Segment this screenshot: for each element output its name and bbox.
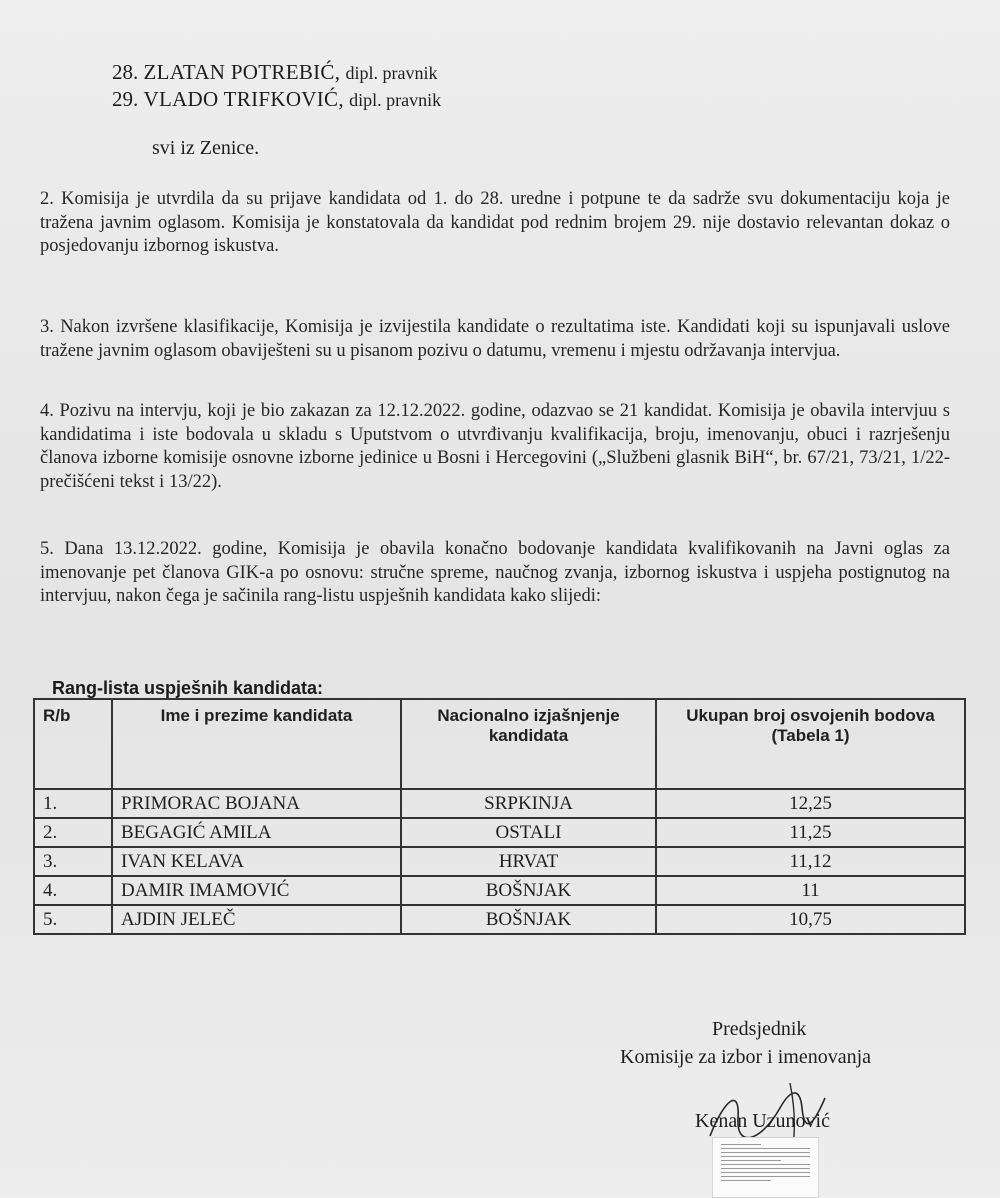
item-number: 28. bbox=[112, 60, 139, 84]
item-name: ZLATAN POTREBIĆ, bbox=[143, 60, 341, 84]
paragraph-3: 3. Nakon izvršene klasifikacije, Komisija je izvijestila kandidate o rezultatima iste. Kandidati koji su ispunjavali uslove tražene javnim oglasom obaviješteni su u pisanom pozivu o datumu, vremenu i mjestu održavanja intervjua. bbox=[40, 317, 950, 361]
cell-rb: 2. bbox=[34, 818, 112, 847]
from-city: svi iz Zenice. bbox=[152, 137, 260, 159]
cell-nationality: SRPKINJA bbox=[401, 789, 656, 818]
cell-rb: 1. bbox=[34, 789, 112, 818]
document-thumbnail bbox=[712, 1137, 819, 1198]
cell-name: PRIMORAC BOJANA bbox=[112, 789, 401, 818]
cell-points: 11,12 bbox=[656, 847, 965, 876]
cell-name: IVAN KELAVA bbox=[112, 847, 401, 876]
item-number: 29. bbox=[112, 87, 139, 111]
cell-nationality: OSTALI bbox=[401, 818, 656, 847]
header-name: Ime i prezime kandidata bbox=[112, 699, 401, 789]
cell-rb: 5. bbox=[34, 905, 112, 934]
ranking-table bbox=[33, 698, 966, 935]
item-title: dipl. pravnik bbox=[345, 63, 438, 83]
header-nationality: Nacionalno izjašnjenje kandidata bbox=[401, 699, 656, 789]
cell-nationality: HRVAT bbox=[401, 847, 656, 876]
cell-points: 10,75 bbox=[656, 905, 965, 934]
table-row bbox=[34, 847, 965, 876]
item-title: dipl. pravnik bbox=[349, 90, 442, 110]
cell-name: DAMIR IMAMOVIĆ bbox=[112, 876, 401, 905]
cell-nationality: BOŠNJAK bbox=[401, 905, 656, 934]
cell-points: 12,25 bbox=[656, 789, 965, 818]
paragraph-2: 2. Komisija je utvrdila da su prijave kandidata od 1. do 28. uredne i potpune te da sadrže svu dokumentaciju koja je tražena javnim oglasom. Komisija je konstatovala da kandidat pod rednim brojem 29. nije dostavio relevantan dokaz o posjedovanju izbornog iskustva. bbox=[40, 189, 950, 256]
cell-rb: 4. bbox=[34, 876, 112, 905]
table-row bbox=[34, 876, 965, 905]
table-row bbox=[34, 789, 965, 818]
table-row bbox=[34, 818, 965, 847]
list-item-29 bbox=[112, 87, 441, 112]
cell-name: BEGAGIĆ AMILA bbox=[112, 818, 401, 847]
cell-rb: 3. bbox=[34, 847, 112, 876]
list-item-28 bbox=[112, 60, 438, 85]
item-name: VLADO TRIFKOVIĆ, bbox=[143, 87, 344, 111]
cell-points: 11 bbox=[656, 876, 965, 905]
table-row bbox=[34, 905, 965, 934]
table-caption: Rang-lista uspješnih kandidata: bbox=[52, 678, 324, 698]
signatory-name: Kenan Uzunović bbox=[695, 1110, 830, 1132]
cell-name: AJDIN JELEČ bbox=[112, 905, 401, 934]
header-rb: R/b bbox=[34, 699, 112, 789]
paragraph-5: 5. Dana 13.12.2022. godine, Komisija je obavila konačno bodovanje kandidata kvalifikovanih na Javni oglas za imenovanje pet članova GIK-a po osnovu: stručne spreme, naučnog zvanja, izbornog iskustva i uspjeha postignutog na intervjuu, nakon čega je sačinila rang-listu uspješnih kandidata kako slijedi: bbox=[40, 539, 950, 606]
cell-nationality: BOŠNJAK bbox=[401, 876, 656, 905]
signature-title: Predsjednik bbox=[712, 1018, 807, 1040]
signature-committee: Komisije za izbor i imenovanja bbox=[620, 1046, 872, 1068]
cell-points: 11,25 bbox=[656, 818, 965, 847]
paragraph-4: 4. Pozivu na intervju, koji je bio zakazan za 12.12.2022. godine, odazvao se 21 kandidat. Komisija je obavila intervjuu s kandidatima i iste bodovala u skladu s Uputstvom o utvrđivanju kvalifikacija, broju, imenovanju, obuci i razrješenju članova izborne komisije osnovne izborne jedinice u Bosni i Hercegovini („Službeni glasnik BiH“, br. 67/21, 73/21, 1/22-prečišćeni tekst i 13/22). bbox=[40, 401, 950, 492]
table-header-row bbox=[34, 699, 965, 789]
header-points: Ukupan broj osvojenih bodova (Tabela 1) bbox=[656, 699, 965, 789]
